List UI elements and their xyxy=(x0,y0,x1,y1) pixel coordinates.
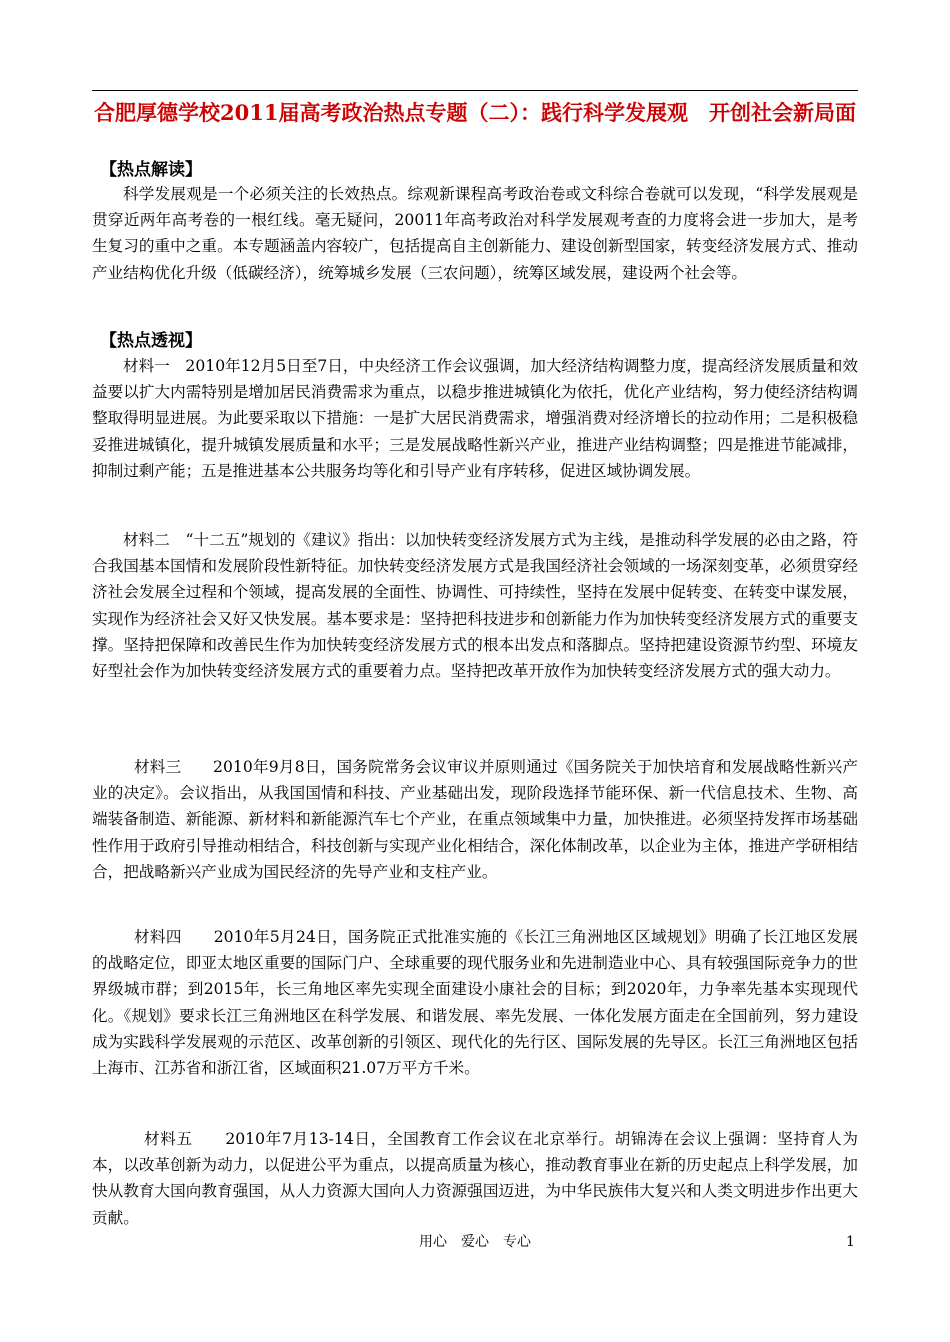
paragraph-material-5: 材料五 2010年7月13-14日，全国教育工作会议在北京举行。胡锦涛在会议上强调：坚持育人为本，以改革创新为动力，以促进公平为重点，以提高质量为核心，推动教育事业在新的历史起点上科学发展，加快从教育大国向教育强国，从人力资源大国向人力资源强国迈进，为中华民族伟大复兴和人类文明进步作出更大贡献。 xyxy=(92,1130,858,1227)
section-heading-hotspot-perspective: 【热点透视】 xyxy=(100,331,202,351)
footer-motto: 用心 爱心 专心 xyxy=(419,1234,531,1250)
paragraph-material-1: 材料一 2010年12月5日至7日，中央经济工作会议强调，加大经济结构调整力度，提高经济发展质量和效益要以扩大内需特别是增加居民消费需求为重点，以稳步推进城镇化为依托，优化产业结构，努力使经济结构调整取得明显进展。为此要采取以下措施：一是扩大居民消费需求，增强消费对经济增长的拉动作用；二是积极稳妥推进城镇化，提升城镇发展质量和水平；三是发展战略性新兴产业，推进产业结构调整；四是推进节能减排，抑制过剩产能；五是推进基本公共服务均等化和引导产业有序转移，促进区域协调发展。 xyxy=(92,357,858,480)
section-heading-hotspot-interpretation: 【热点解读】 xyxy=(100,160,202,180)
page-number: 1 xyxy=(846,1234,855,1250)
header-rule xyxy=(92,90,858,91)
paragraph-material-4: 材料四 2010年5月24日，国务院正式批准实施的《长江三角洲地区区域规划》明确了长江地区发展的战略定位，即亚太地区重要的国际门户、全球重要的现代服务业和先进制造业中心、具有较强国际竞争力的世界级城市群；到2015年，长三角地区率先实现全面建设小康社会的目标；到2020年，力争率先基本实现现代化。《规划》要求长江三角洲地区在科学发展、和谐发展、率先发展、一体化发展方面走在全国前列，努力建设成为实践科学发展观的示范区、改革创新的引领区、现代化的先行区、国际发展的先导区。长江三角洲地区包括上海市、江苏省和浙江省，区域面积21.07万平方千米。 xyxy=(92,928,858,1078)
paragraph-material-2: 材料二 “十二五”规划的《建议》指出：以加快转变经济发展方式为主线，是推动科学发展的必由之路，符合我国基本国情和发展阶段性新特征。加快转变经济发展方式是我国经济社会领域的一场深刻变革，必须贯穿经济社会发展全过程和个领域，提高发展的全面性、协调性、可持续性，坚持在发展中促转变、在转变中谋发展，实现作为经济社会又好又快发展。基本要求是：坚持把科技进步和创新能力作为加快转变经济发展方式的重要支撑。坚持把保障和改善民生作为加快转变经济发展方式的根本出发点和落脚点。坚持把建设资源节约型、环境友好型社会作为加快转变经济发展方式的重要着力点。坚持把改革开放作为加快转变经济发展方式的强大动力。 xyxy=(92,531,858,681)
paragraph-material-3: 材料三 2010年9月8日，国务院常务会议审议并原则通过《国务院关于加快培育和发展战略性新兴产业的决定》。会议指出，从我国国情和科技、产业基础出发，现阶段选择节能环保、新一代信息技术、生物、高端装备制造、新能源、新材料和新能源汽车七个产业，在重点领域集中力量，加快推进。必须坚持发挥市场基础性作用于政府引导推动相结合，科技创新与实现产业化相结合，深化体制改革，以企业为主体，推进产学研相结合，把战略新兴产业成为国民经济的先导产业和支柱产业。 xyxy=(92,758,858,881)
document-title: 合肥厚德学校2011届高考政治热点专题（二）：践行科学发展观 开创社会新局面 xyxy=(94,100,856,125)
paragraph-hotspot-interpretation: 科学发展观是一个必须关注的长效热点。综观新课程高考政治卷或文科综合卷就可以发现，“科学发展观是贯穿近两年高考卷的一根红线。毫无疑问，20011年高考政治对科学发展观考查的力度将会进一步加大，是考生复习的重中之重。本专题涵盖内容较广，包括提高自主创新能力、建设创新型国家，转变经济发展方式、推动产业结构优化升级（低碳经济），统筹城乡发展（三农问题），统筹区域发展，建设两个社会等。 xyxy=(92,185,858,282)
